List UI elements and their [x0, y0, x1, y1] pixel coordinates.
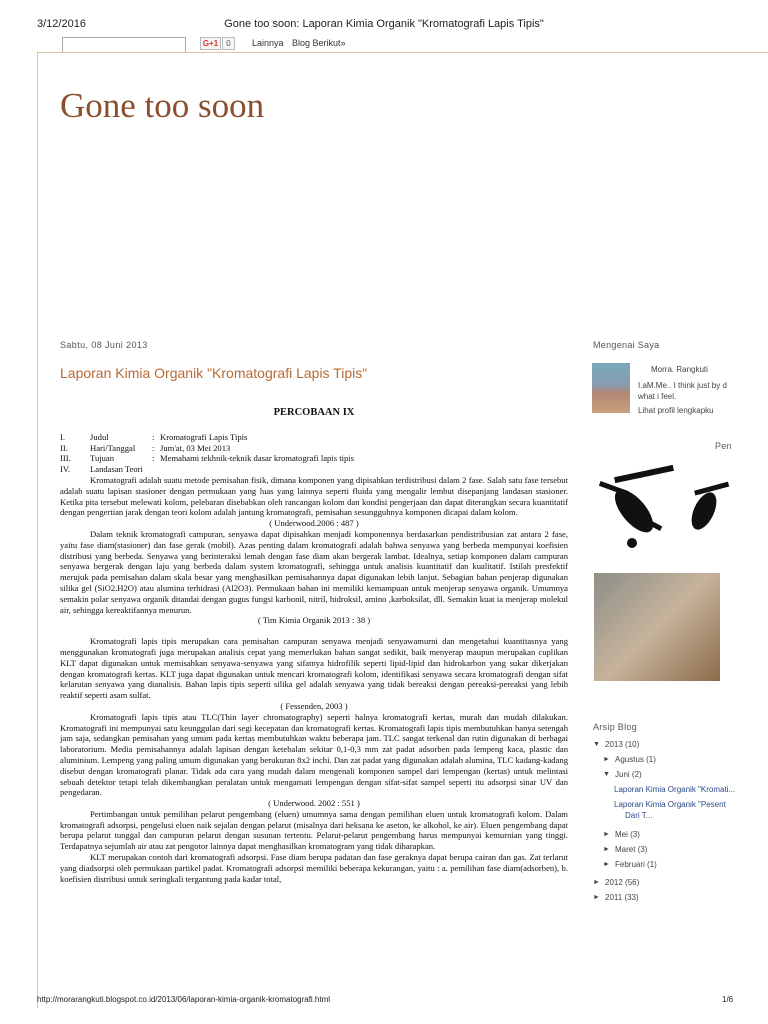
toggle-icon[interactable]: ►	[603, 846, 610, 853]
profile-link[interactable]: Lihat profil lengkapku	[638, 406, 714, 415]
archive-item[interactable]	[593, 875, 735, 890]
archive-post-link[interactable]	[593, 799, 735, 810]
toggle-icon[interactable]: ▼	[593, 741, 600, 748]
toggle-icon[interactable]: ►	[593, 879, 600, 886]
post-date: Sabtu, 08 Juni 2013	[60, 340, 148, 350]
archive-label[interactable]: Juni	[615, 770, 630, 779]
info-number: I.	[60, 431, 66, 442]
archive-count: (3)	[630, 830, 640, 839]
archive-item[interactable]	[593, 890, 735, 905]
archive-label[interactable]: Februari	[615, 860, 645, 869]
archive-post-link-text[interactable]: Laporan Kimia Organik "Pesent	[614, 800, 726, 809]
info-colon: :	[152, 453, 155, 464]
archive-post-link-text[interactable]: Laporan Kimia Organik "Kromati...	[614, 785, 736, 794]
more-link[interactable]: Lainnya	[252, 38, 284, 48]
paragraph: Kromatografi lapis tipis merupakan cara pemisahan campuran senyawa menjadi senyawamurni dan mengetahui kuantitasnya yang menggunakan kromatografi juga merupakan analisis cepat yang memerlukan bahan sangat sedikit, baik menyerap maupun merupakan cuplikan KLT dapat digunakan untuk memisahkan senyawa-senyawa yang sifatnya hidrofilik seperti lipid-lipid dan hidrokarbon yang sukar dikerjakan dengan kromatografi kertas. KLT juga dapat digunakan untuk mencari kromatografi kolom, identifikasi senyawa secara kromatografi dengan sifat kelarutan senyawa yang dianalisis. Bahan lapis tipis seperti silika gel adalah senyawa yang tidak bereaksi dengan pereaksi-pereaksi yang lebih reaktif seperti asam sulfat.	[60, 636, 568, 701]
breakdance-photo	[594, 456, 731, 566]
info-key: Hari/Tanggal	[90, 442, 136, 453]
info-row	[60, 453, 568, 464]
print-title: Gone too soon: Laporan Kimia Organik "Kromatografi Lapis Tipis"	[224, 18, 544, 30]
info-colon: :	[152, 442, 155, 453]
toggle-icon[interactable]: ▼	[603, 771, 610, 778]
archive-item[interactable]	[593, 752, 735, 767]
archive-item[interactable]	[593, 827, 735, 842]
archive-label[interactable]: Maret	[615, 845, 636, 854]
info-row	[60, 464, 568, 475]
archive-post-link[interactable]	[593, 782, 735, 797]
toggle-icon[interactable]: ►	[603, 831, 610, 838]
archive-label[interactable]: Agustus	[615, 755, 644, 764]
blog-title[interactable]: Gone too soon	[60, 86, 265, 125]
print-page-number: 1/6	[722, 995, 734, 1004]
print-date: 3/12/2016	[37, 18, 86, 30]
archive-label[interactable]: 2011	[605, 893, 623, 902]
post-body	[60, 408, 568, 884]
blogger-navbar	[40, 34, 768, 54]
archive-item[interactable]	[593, 737, 735, 752]
paragraph: Dalam teknik kromatografi campuran, senyawa dapat dipisahkan menjadi komponennya berdasarkan pendistribusian zat antara 2 fase, yaitu fase diam(stasioner) dan fase gerak (mobil). Azas penting dalam kromatografi adalah bahwa senyawa yang berbeda mempunyai koefisien distribusi yang berbeda. Senyawa yang berinteraksi lemah dengan fase diam akan bergerak lambat. Idealnya, setiap komponen dalam campuran senyawa bergerak dengan laju yang berbeda dalam system kromatografi, sehingga untuk analisis kuantitatif dan kualitatif. Istilah presfektif merujuk pada pemisahan dalam skala besar yang menghasilkan pemisahannya dapat digunakan lebih lanjut. Sebagian bahan penjerap digunakan silika gel (SiO2.H2O) atau alumina terhidrasi (Al2O3). Permukaan bahan ini memiliki kemampuan untuk menjerap senyawa organik. Umumnya semakin polar senyawa organik ditandai dengan gugus fungsi karbonil, nitril, hidroksil, amino ,karboksilat, dll. Semakin kuat ia menjerap molekul air, sehingga kereaktifannya menurun.	[60, 528, 568, 615]
dance-photo	[594, 573, 720, 681]
post-title[interactable]: Laporan Kimia Organik "Kromatografi Lapis Tipis"	[60, 365, 368, 381]
print-header	[0, 0, 768, 30]
archive-item[interactable]	[593, 857, 735, 872]
info-value: Memahami tekhnik-teknik dasar kromatografi lapis tipis	[160, 453, 355, 464]
google-plus-button[interactable]: G+1	[200, 37, 221, 50]
archive-heading: Arsip Blog	[593, 722, 638, 732]
info-value: Jum'at, 03 Mei 2013	[160, 442, 231, 453]
archive-item[interactable]	[593, 767, 735, 782]
archive-count: (3)	[637, 845, 648, 854]
info-key: Landasan Teori	[90, 464, 143, 475]
info-number: IV.	[60, 464, 71, 475]
citation: ( Underwood. 2002 : 551 )	[268, 798, 360, 809]
archive-count: (2)	[631, 770, 642, 779]
archive-post-link-text[interactable]: Dari T...	[625, 811, 653, 820]
info-row	[60, 443, 568, 454]
print-url: http://morarangkuti.blogspot.co.id/2013/06/laporan-kimia-organik-kromatografi.html	[37, 995, 331, 1004]
toggle-icon[interactable]: ►	[593, 894, 600, 901]
about-heading: Mengenai Saya	[593, 340, 660, 350]
info-number: II.	[60, 442, 68, 453]
toggle-icon[interactable]: ►	[603, 861, 610, 868]
citation: ( Underwood.2006 : 487 )	[269, 518, 359, 529]
next-blog-link[interactable]: Blog Berikut»	[292, 38, 346, 48]
archive-count: (56)	[625, 878, 640, 887]
toggle-icon[interactable]: ►	[603, 756, 610, 763]
archive-list	[593, 737, 735, 905]
archive-post-link[interactable]	[593, 810, 735, 821]
paragraph: Kromatografi lapis tipis atau TLC(Thin layer chromatography) seperti halnya kromatografi kertas, murah dan mudah dilakukan. Kromatografi ini mempunyai satu keunggulan dari segi kecepatan dan kromatografi kertas. Kromatografi lapis tipis membutuhkan hanya setengah jam saja, sedangkan pemisahan yang umum pada kertas membutuhkan waktu beberapa jam. TLC sangat terkenal dan rutin digunakan di berbagai laboratorium. Media pemisahannya adalah lapisan dengan ketebalan sekitar 0,1-0,3 mm zat padat adsorben pada lempeng kaca, plastic dan aluminium. Lempeng yang paling umum digunakan yang berukuran 8x2 inchi. Dan zat padat yang digunakan adalah alumina, TLC kadang-kadang disebut dengan kromatografi planar. Tidak ada cara yang mudah dalam mengenali komponen sampel dari lempengan (kertas) untuk melintasi sebuah detektor tetapi telah dikembangkan peralatan untuk mengamati lempengan dengan sifat-sifat sampel seperti itu adsorpsi sinar UV dan pengedaran.	[60, 711, 568, 798]
paragraph: Pertimbangan untuk pemilihan pelarut pengembang (eluen) umumnya sama dengan pemilihan eluen untuk kromatografi kolom. Dalam kromatografi adsorpsi, pengelusi eluen naik sejalan dengan pelarut (misalnya dari heksana ke aseton, ke alkohol, ke air). Eluen pengembang dapat berupa pelarut tunggal dan campuran pelarut dengan susunan tertentu. Pelarut-pelarut pengembang harus mempunyai kemurnian yang tinggi. Terdapatnya sejumlah air atau zat pengotor lainnya dapat menghasilkan kromatogram yang tidak diharapkan.	[60, 808, 568, 852]
citation: ( Fessenden, 2003 )	[280, 700, 348, 711]
archive-count: (33)	[624, 893, 639, 902]
archive-label[interactable]: Mei	[615, 830, 628, 839]
archive-label[interactable]: 2013	[605, 740, 623, 749]
info-number: III.	[60, 453, 71, 464]
archive-count: (1)	[647, 860, 657, 869]
info-key: Judul	[90, 431, 109, 442]
paragraph: Kromatografi adalah suatu metode pemisahan fisik, dimana komponen yang dipisahkan terdistribusi dalam 2 fase. Salah satu fase tersebut adalah suatu lapisan stasioner dengan permukaan yang luas yang lainnya seperti fluida yang mengalir lembut disepanjang landasan stasioner. Ketika pita tersebut melewati kolom, pelebaran disebabkan oleh rancangan kolom dan kondisi pengerjaan dan dapat diterangkan secara kuantitatif dengan pengertian jarak dengan teori kolom adalah jantung kromatografi, pemisahan sesungguhnya komponen dicapai dalam kolom.	[60, 474, 568, 518]
pen-heading: Pen	[715, 441, 732, 451]
citation: ( Tim Kimia Organik 2013 : 38 )	[257, 615, 371, 626]
post-heading: PERCOBAAN IX	[273, 407, 355, 418]
archive-count: (1)	[646, 755, 656, 764]
plus-count-button[interactable]: 0	[222, 37, 235, 50]
info-value: Kromatografi Lapis Tipis	[160, 431, 248, 442]
info-colon: :	[152, 431, 155, 442]
info-row	[60, 432, 568, 443]
profile-name[interactable]: Morra. Rangkuti	[651, 365, 708, 374]
archive-count: (10)	[625, 740, 640, 749]
profile-text: I.aM.Me.. I think just by d what i feel.	[638, 381, 727, 401]
profile-photo[interactable]	[592, 363, 630, 413]
paragraph: KLT merupakan contoh dari kromatografi adsorpsi. Fase diam berupa padatan dan fase geraknya dapat berupa cairan dan gas. Zat terlarut yang diadsorpsi oleh permukaan partikel padat. Kromatografi adsorpsi memiliki beberapa kekurangan, yaitu : a. pemilihan fase diam(adsorben), b. koefisien distribusi untuk seringkali tergantung pada kadar total,	[60, 852, 568, 884]
archive-item[interactable]	[593, 842, 735, 857]
info-key: Tujuan	[90, 453, 115, 464]
search-input[interactable]	[62, 37, 186, 53]
archive-label[interactable]: 2012	[605, 878, 623, 887]
